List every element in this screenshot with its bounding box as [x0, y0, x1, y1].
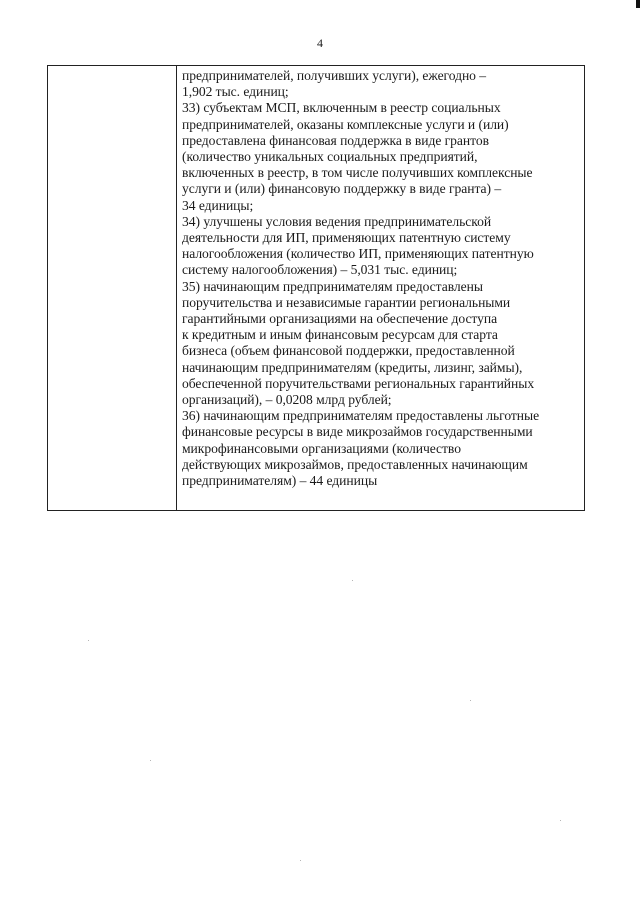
- scan-speck: [352, 580, 353, 581]
- text-line: деятельности для ИП, применяющих патентную систему: [182, 230, 511, 246]
- scan-speck: [470, 700, 471, 701]
- table-cell-right: [182, 68, 582, 489]
- text-line: 35) начинающим предпринимателям предоставлены: [182, 278, 483, 294]
- scan-speck: [300, 860, 301, 861]
- text-line: 34 единицы;: [182, 197, 254, 213]
- text-line: 1,902 тыс. единиц;: [182, 84, 289, 100]
- text-line: предоставлена финансовая поддержка в виде грантов: [182, 132, 489, 148]
- text-line: включенных в реестр, в том числе получивших комплексные: [182, 165, 533, 181]
- text-line: микрофинансовыми организациями (количество: [182, 440, 461, 456]
- table-cell-left: [48, 66, 176, 510]
- text-line: бизнеса (объем финансовой поддержки, предоставленной: [182, 343, 515, 359]
- text-line: 36) начинающим предпринимателям предоставлены льготные: [182, 408, 540, 424]
- text-line: услуги и (или) финансовую поддержку в виде гранта) –: [182, 181, 502, 197]
- scan-speck: [88, 640, 89, 641]
- text-line: обеспеченной поручительствами региональных гарантийных: [182, 375, 535, 391]
- scan-edge-mark: [636, 0, 640, 8]
- scan-speck: [150, 760, 151, 761]
- text-line: предпринимателей, получивших услуги), ежегодно –: [182, 68, 487, 83]
- text-line: налогообложения (количество ИП, применяющих патентную: [182, 246, 534, 262]
- page-number: 4: [317, 36, 323, 50]
- text-line: поручительства и независимые гарантии региональными: [182, 294, 511, 310]
- text-line: предпринимателям) – 44 единицы: [182, 473, 378, 489]
- text-line: предпринимателей, оказаны комплексные услуги и (или): [182, 116, 509, 132]
- text-line: финансовые ресурсы в виде микрозаймов государственными: [182, 424, 533, 440]
- column-divider: [176, 66, 177, 510]
- text-line: 33) субъектам МСП, включенным в реестр социальных: [182, 100, 501, 116]
- text-line: действующих микрозаймов, предоставленных начинающим: [182, 456, 528, 472]
- scan-speck: [560, 820, 561, 821]
- text-line: организаций), – 0,0208 млрд рублей;: [182, 392, 392, 408]
- text-line: систему налогообложения) – 5,031 тыс. единиц;: [182, 262, 458, 278]
- text-line: (количество уникальных социальных предприятий,: [182, 149, 478, 165]
- text-line: к кредитным и иным финансовым ресурсам для старта: [182, 327, 498, 343]
- text-line: гарантийными организациями на обеспечение доступа: [182, 311, 498, 327]
- content-table: [47, 65, 585, 511]
- text-line: 34) улучшены условия ведения предпринимательской: [182, 213, 492, 229]
- text-line: начинающим предпринимателям (кредиты, лизинг, займы),: [182, 359, 523, 375]
